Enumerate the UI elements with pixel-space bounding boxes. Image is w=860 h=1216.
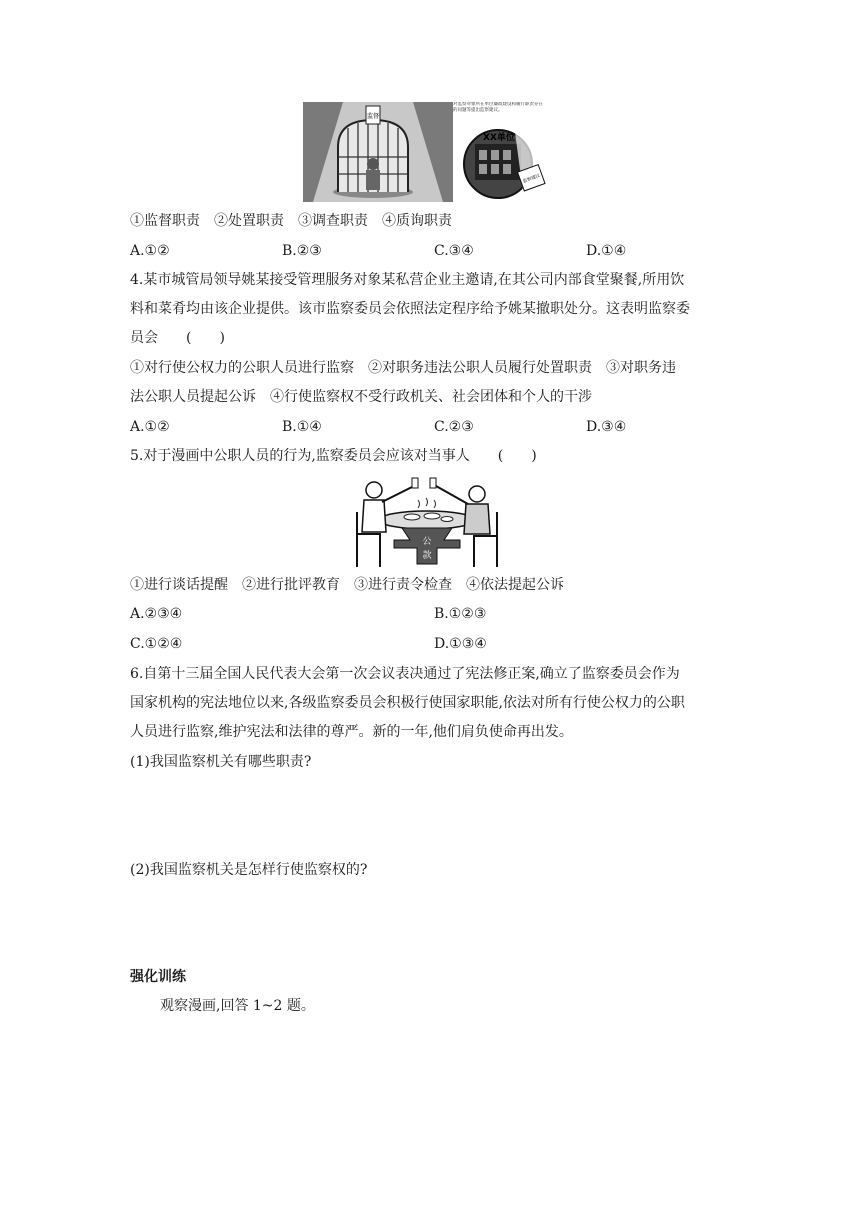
paper-label: 监察建议 xyxy=(522,173,542,185)
q4-choice-d[interactable]: D.③④ xyxy=(586,419,627,435)
cartoon-caption: 对监察对象所在单位廉政建设和履行职责存在的问题等提出监察建议。 xyxy=(453,102,543,113)
q5-options: ①进行谈话提醒 ②进行批评教育 ③进行责令检查 ④依法提起公诉 xyxy=(130,577,564,593)
section-title: 强化训练 xyxy=(130,969,186,985)
q5-choice-c[interactable]: C.①②④ xyxy=(130,636,183,652)
q5-stem: 5.对于漫画中公职人员的行为,监察委员会应该对当事人 ( ) xyxy=(130,448,537,464)
q3-choice-b[interactable]: B.②③ xyxy=(282,243,322,259)
q3-options: ①监督职责 ②处置职责 ③调查职责 ④质询职责 xyxy=(130,213,452,229)
q3-choice-a[interactable]: A.①② xyxy=(130,243,170,259)
q4-choice-c[interactable]: C.②③ xyxy=(434,419,474,435)
unit-label: XX单位 xyxy=(483,133,515,143)
q4-choice-b[interactable]: B.①④ xyxy=(282,419,322,435)
q4-stem-line-1: 4.某市城管局领导姚某接受管理服务对象某私营企业主邀请,在其公司内部食堂聚餐,所用饮 xyxy=(130,272,685,288)
q6-sub-question-2: (2)我国监察机关是怎样行使监察权的? xyxy=(130,862,368,878)
cartoon-supervision xyxy=(303,102,549,202)
cartoon-label-gong: 公 xyxy=(422,537,432,547)
q5-choice-d[interactable]: D.①③④ xyxy=(434,636,487,652)
q3-choice-d[interactable]: D.①④ xyxy=(586,243,627,259)
q4-options-line-1: ①对行使公权力的公职人员进行监察 ②对职务违法公职人员履行处置职责 ③对职务违 xyxy=(130,360,676,376)
q4-stem-line-2: 料和菜肴均由该企业提供。该市监察委员会依照法定程序给予姚某撤职处分。这表明监察委 xyxy=(130,301,690,317)
cage-label: 监督 xyxy=(366,113,380,120)
cartoon-label-kuan: 款 xyxy=(422,551,432,561)
q3-choice-c[interactable]: C.③④ xyxy=(434,243,474,259)
cartoon-banquet xyxy=(352,472,502,570)
q5-choice-b[interactable]: B.①②③ xyxy=(434,606,487,622)
q5-choice-a[interactable]: A.②③④ xyxy=(130,606,183,622)
section-instruction: 观察漫画,回答 1~2 题。 xyxy=(160,998,315,1014)
q6-sub-question-1: (1)我国监察机关有哪些职责? xyxy=(130,754,312,770)
q4-choice-a[interactable]: A.①② xyxy=(130,419,170,435)
q4-stem-line-3: 员会 ( ) xyxy=(130,330,225,346)
q6-stem-line-1: 6.自第十三届全国人民代表大会第一次会议表决通过了宪法修正案,确立了监察委员会作为 xyxy=(130,666,680,682)
q4-options-line-2: 法公职人员提起公诉 ④行使监察权不受行政机关、社会团体和个人的干涉 xyxy=(130,389,592,405)
q6-stem-line-3: 人员进行监察,维护宪法和法律的尊严。新的一年,他们肩负使命再出发。 xyxy=(130,724,573,740)
q6-stem-line-2: 国家机构的宪法地位以来,各级监察委员会积极行使国家职能,依法对所有行使公权力的公职 xyxy=(130,695,685,711)
